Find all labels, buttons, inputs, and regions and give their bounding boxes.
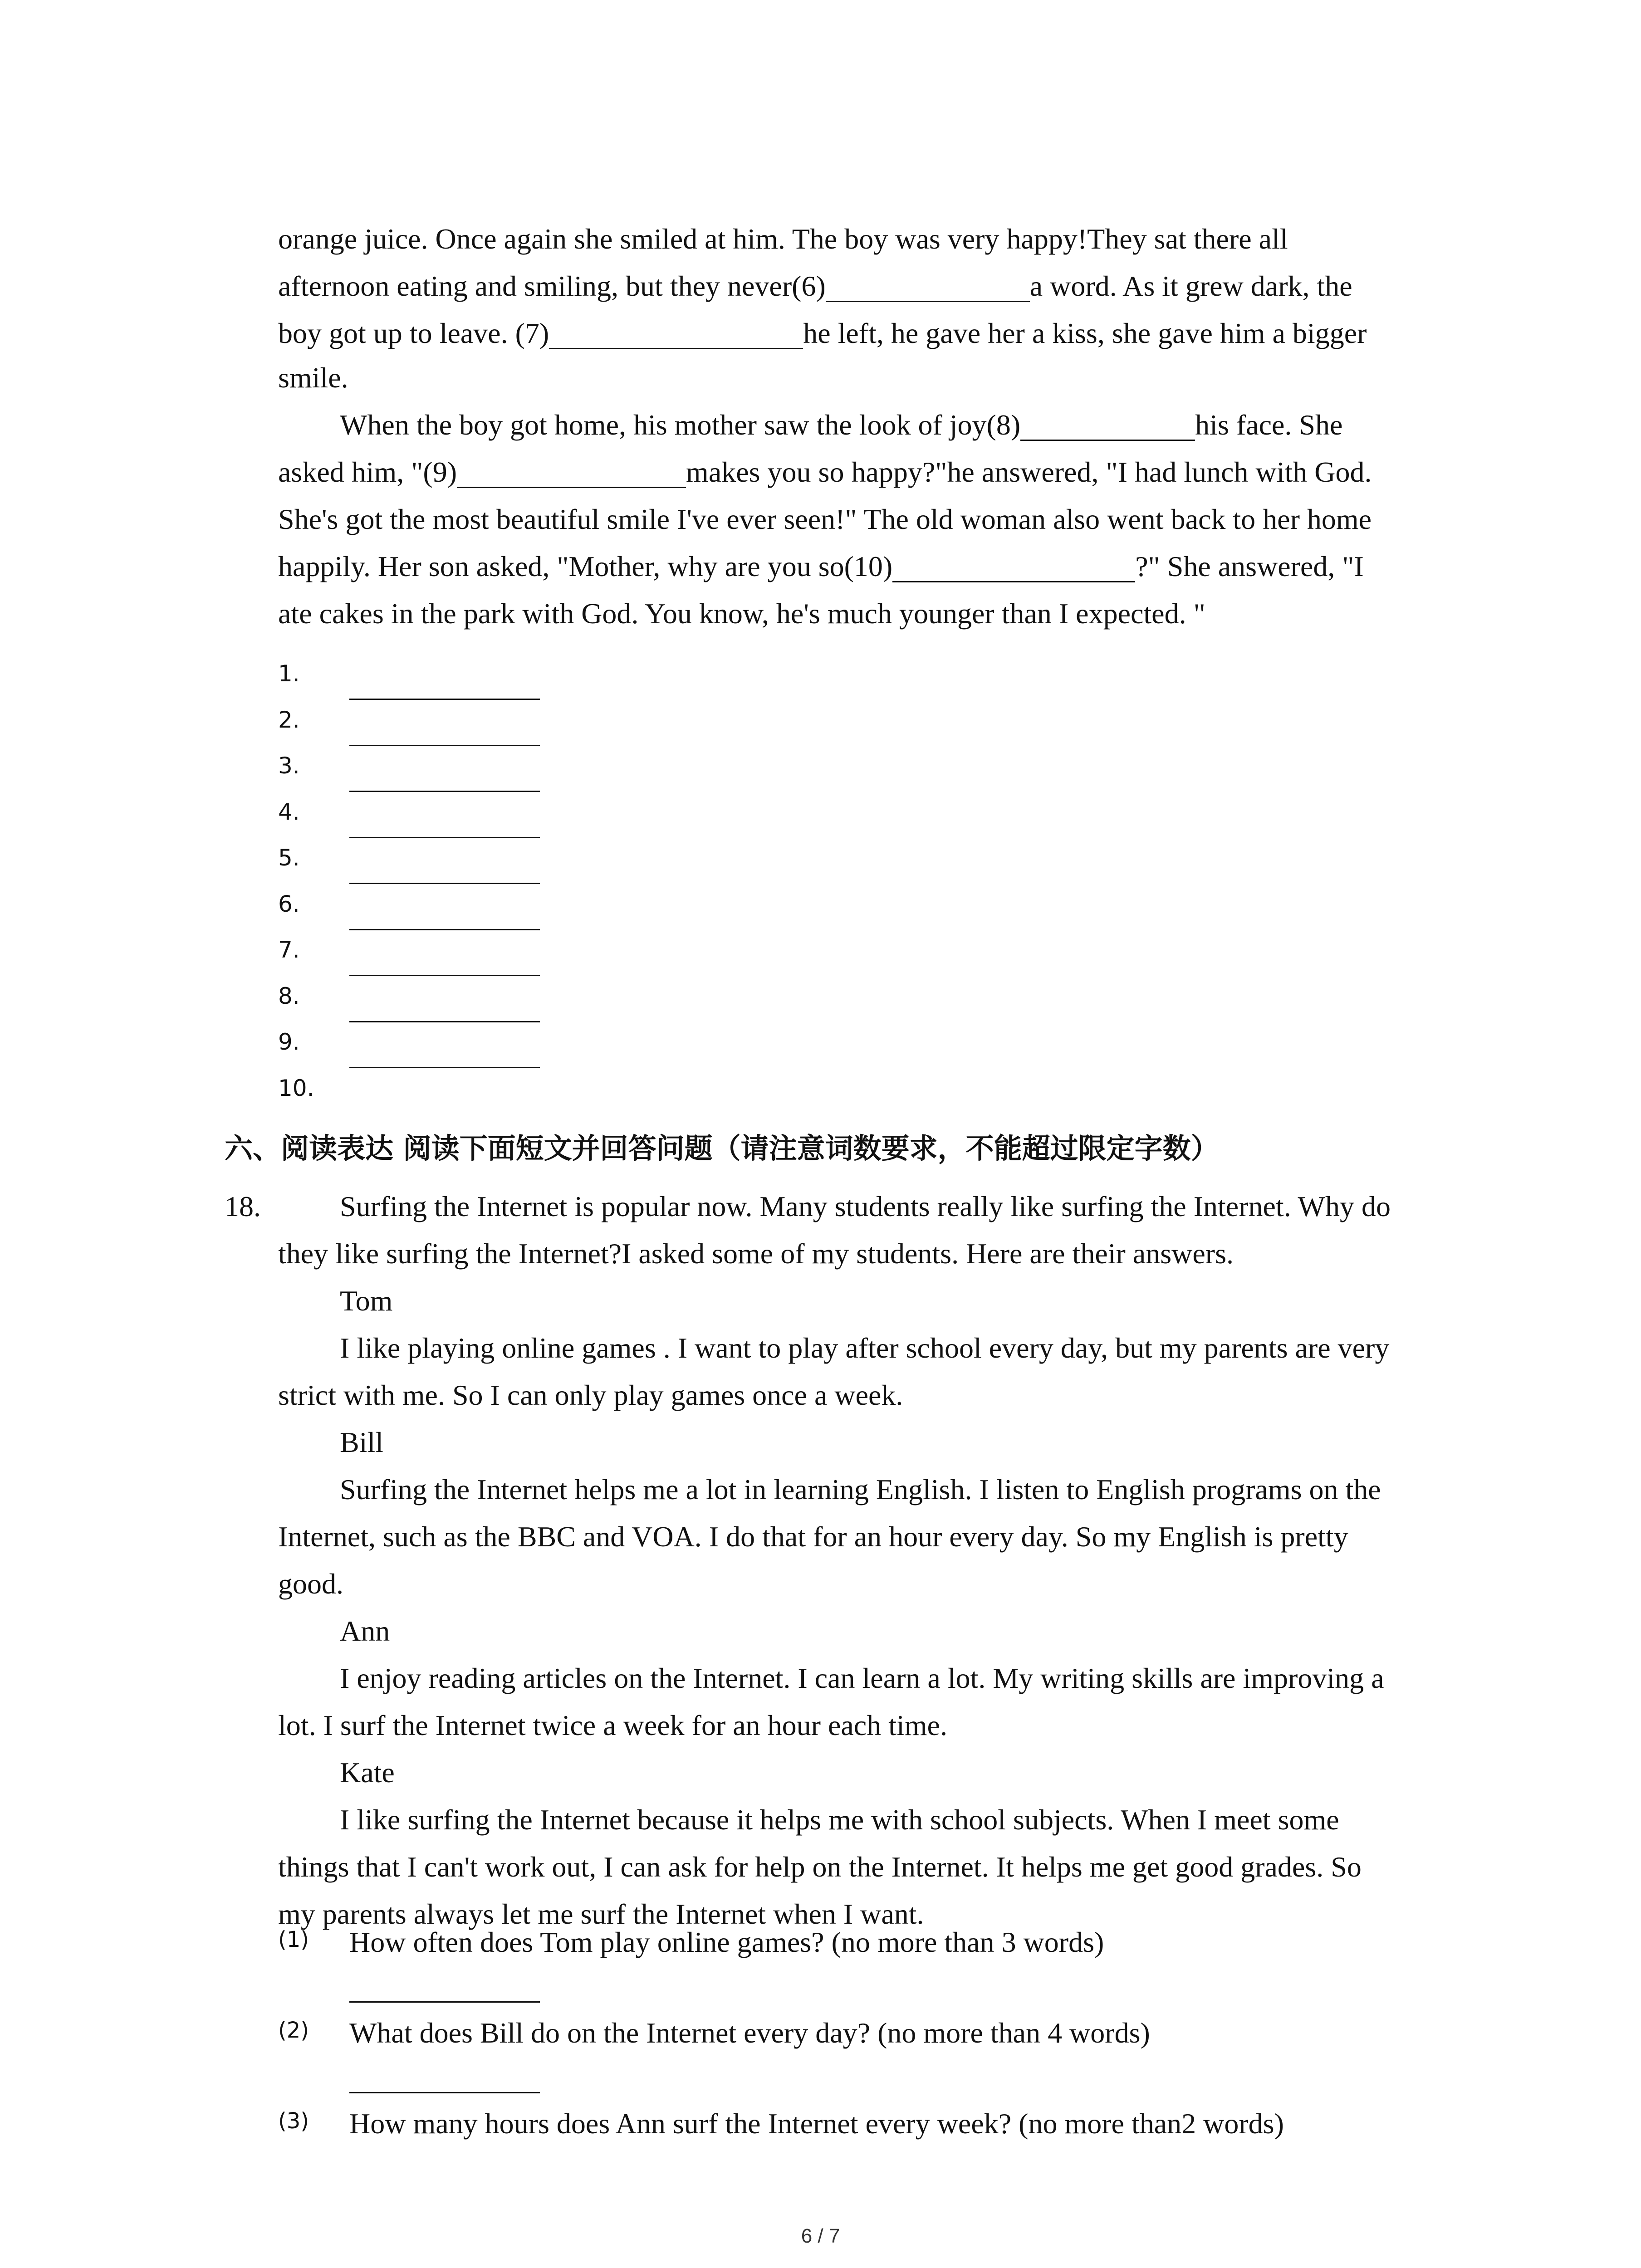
passage-line: ate cakes in the park with God. You know, he's much younger than I expected. " (278, 597, 1205, 630)
answer-number: 5. (278, 845, 300, 871)
answer-blank[interactable] (349, 699, 540, 700)
answer-blank[interactable] (349, 2092, 540, 2093)
passage-line: asked him, "(9) makes you so happy?"he answered, "I had lunch with God. (278, 456, 1372, 488)
reading-line: Internet, such as the BBC and VOA. I do that for an hour every day. So my English is pretty (278, 1520, 1348, 1553)
answer-number: 6. (278, 890, 300, 917)
reading-line: I like surfing the Internet because it helps me with school subjects. When I meet some (340, 1804, 1339, 1836)
answer-blank[interactable] (349, 975, 540, 976)
speaker-name: Ann (340, 1615, 390, 1647)
passage-line: orange juice. Once again she smiled at him. The boy was very happy!They sat there all (278, 223, 1288, 255)
answer-number: 9. (278, 1029, 300, 1055)
blank-10[interactable] (892, 552, 1135, 582)
reading-line: my parents always let me surf the Internet when I want. (278, 1898, 924, 1930)
passage-text (278, 215, 1458, 637)
reading-line: good. (278, 1568, 343, 1600)
page-number: 6 / 7 (801, 2225, 840, 2247)
passage-line: happily. Her son asked, "Mother, why are you so(10) ?" She answered, "I (278, 550, 1364, 582)
answer-number: 2. (278, 706, 300, 733)
answer-blank[interactable] (349, 929, 540, 930)
passage-line: afternoon eating and smiling, but they never(6) a word. As it grew dark, the (278, 270, 1352, 302)
answer-number: 1. (278, 660, 300, 687)
speaker-name: Tom (340, 1285, 393, 1317)
reading-line: strict with me. So I can only play games once a week. (278, 1379, 903, 1411)
answer-blank[interactable] (349, 2001, 540, 2003)
sub-question-text: How often does Tom play online games? (no more than 3 words) (349, 1926, 1104, 1958)
speaker-name: Kate (340, 1756, 395, 1789)
passage-line: She's got the most beautiful smile I've ever seen!" The old woman also went back to her home (278, 503, 1372, 535)
sub-question-number: (1) (278, 1927, 309, 1952)
section-title: 六、阅读表达 阅读下面短文并回答问题（请注意词数要求，不能超过限定字数） (225, 1132, 1219, 1165)
passage-line: When the boy got home, his mother saw the look of joy(8) his face. She (340, 409, 1343, 441)
speaker-name: Bill (340, 1426, 384, 1458)
reading-line: they like surfing the Internet?I asked some of my students. Here are their answers. (278, 1237, 1234, 1270)
answer-blank[interactable] (349, 1067, 540, 1068)
sub-question-number: (3) (278, 2108, 309, 2134)
reading-line: things that I can't work out, I can ask for help on the Internet. It helps me get good grades. So (278, 1851, 1362, 1883)
answer-number: 4. (278, 798, 300, 825)
blank-6[interactable] (826, 272, 1030, 302)
answer-number: 7. (278, 937, 300, 963)
answer-blank[interactable] (349, 837, 540, 838)
passage-line: smile. (278, 362, 348, 394)
passage-line: boy got up to leave. (7) he left, he gave her a kiss, she gave him a bigger (278, 317, 1367, 349)
reading-line: Surfing the Internet helps me a lot in learning English. I listen to English programs on the (340, 1473, 1381, 1505)
blank-7[interactable] (549, 319, 803, 349)
answer-blank[interactable] (349, 791, 540, 792)
answer-blank[interactable] (349, 745, 540, 746)
reading-line: Surfing the Internet is popular now. Many students really like surfing the Internet. Why do (340, 1190, 1391, 1222)
reading-line: I enjoy reading articles on the Internet. I can learn a lot. My writing skills are improving a (340, 1662, 1384, 1694)
answer-number: 8. (278, 982, 300, 1009)
sub-question-text: How many hours does Ann surf the Internet every week? (no more than2 words) (349, 2107, 1284, 2140)
answer-number: 10. (278, 1075, 314, 1101)
answer-blank[interactable] (349, 1021, 540, 1022)
reading-line: lot. I surf the Internet twice a week for an hour each time. (278, 1709, 947, 1741)
sub-question-number: (2) (278, 2018, 309, 2043)
answer-blank[interactable] (349, 883, 540, 884)
question-number: 18. (225, 1190, 261, 1222)
reading-text (278, 1183, 1458, 1938)
answer-number: 3. (278, 753, 300, 779)
sub-question-text: What does Bill do on the Internet every day? (no more than 4 words) (349, 2017, 1150, 2049)
blank-8[interactable] (1020, 411, 1195, 441)
blank-9[interactable] (457, 458, 686, 488)
reading-line: I like playing online games . I want to play after school every day, but my parents are very (340, 1332, 1390, 1364)
